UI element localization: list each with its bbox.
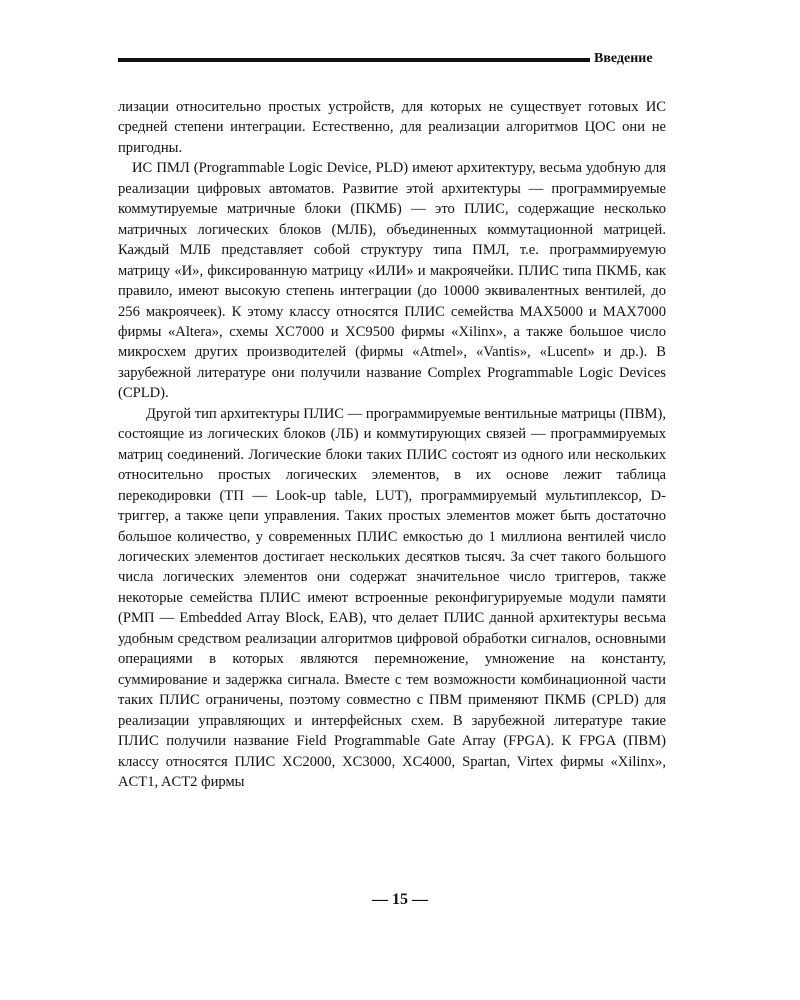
page-number: — 15 —	[372, 891, 428, 908]
running-header-title: Введение	[594, 51, 653, 66]
body-text	[118, 97, 666, 792]
header-rule	[118, 58, 590, 62]
paragraph-continuation: лизации относительно простых устройств, для которых не существует готовых ИС средней степени интеграции. Естественно, для реализации алгоритмов ЦОС они не пригодны.	[118, 99, 666, 156]
paragraph-pml: ИС ПМЛ (Programmable Logic Device, PLD) имеют архитектуру, весьма удобную для реализации цифровых автоматов. Развитие этой архитектуры — программируемые коммутируемые матричные блоки (ПКМБ) — это ПЛИС, содержащие несколько матричных логических блоков (МЛБ), объединенных коммутационной матрицей. Каждый МЛБ представляет собой структуру типа ПМЛ, т.е. программируемую матрицу «И», фиксированную матрицу «ИЛИ» и макроячейки. ПЛИС типа ПКМБ, как правило, имеют высокую степень интеграции (до 10000 эквивалентных вентилей, до 256 макроячеек). К этому классу относятся ПЛИС семейства MAX5000 и MAX7000 фирмы «Altera», схемы XC7000 и XC9500 фирмы «Xilinx», а также большое число микросхем других производителей (фирмы «Atmel», «Vantis», «Lucent» и др.). В зарубежной литературе они получили название Complex Programmable Logic Devices (CPLD).	[118, 160, 666, 402]
paragraph-fpga: Другой тип архитектуры ПЛИС — программируемые вентильные матрицы (ПВМ), состоящие из логических блоков (ЛБ) и коммутирующих связей — программируемых матриц соединений. Логические блоки таких ПЛИС состоят из одного или нескольких относительно простых логических элементов, в их основе лежит таблица перекодировки (ТП — Look-up table, LUT), программируемый мультиплексор, D-триггер, а также цепи управления. Таких простых элементов может быть достаточно большое количество, у современных ПЛИС емкостью до 1 миллиона вентилей число логических элементов достигает нескольких десятков тысяч. За счет такого большого числа логических элементов они содержат значительное число триггеров, также некоторые семейства ПЛИС имеют встроенные реконфигурируемые модули памяти (РМП — Embedded Array Block, EAB), что делает ПЛИС данной архитектуры весьма удобным средством реализации алгоритмов цифровой обработки сигналов, основными операциями в которых являются перемножение, умножение на константу, суммирование и задержка сигнала. Вместе с тем возможности комбинационной части таких ПЛИС ограничены, поэтому совместно с ПВМ применяют ПКМБ (CPLD) для реализации управляющих и интерфейсных схем. В зарубежной литературе такие ПЛИС получили название Field Programmable Gate Array (FPGA). К FPGA (ПВМ) классу относятся ПЛИС XC2000, XC3000, XC4000, Spartan, Virtex фирмы «Xilinx», ACT1, ACT2 фирмы	[118, 405, 666, 790]
